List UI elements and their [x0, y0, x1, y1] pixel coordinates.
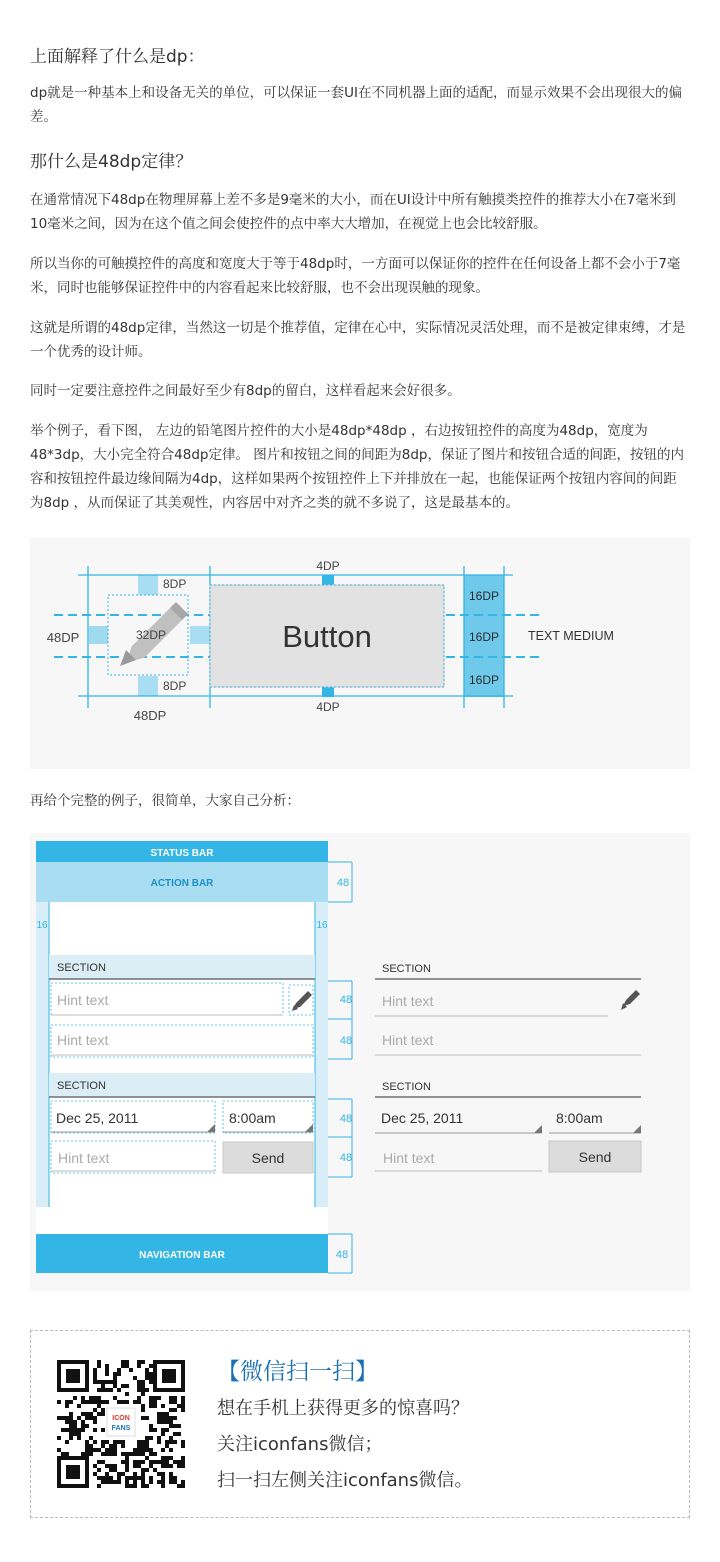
- right-pencil-icon[interactable]: [621, 990, 640, 1010]
- action-bar-label: ACTION BAR: [150, 878, 214, 889]
- paragraph-8dp-spacing: 同时一定要注意控件之间最好至少有8dp的留白，这样看起来会好很多。: [30, 383, 461, 399]
- paragraph-full-example: 再给个完整的例子，很简单，大家自己分析：: [30, 793, 300, 809]
- diagram-layout-example: [30, 833, 690, 1291]
- right-hint-3[interactable]: Hint text: [383, 1150, 435, 1166]
- left-hint-2[interactable]: Hint text: [57, 1032, 109, 1048]
- svg-text:ICON: ICON: [112, 1415, 130, 1422]
- right-send-label: Send: [578, 1149, 612, 1165]
- paragraph-48dp-benefit: 所以当你的可触摸控件的高度和宽度大于等于48dp时，一方面可以保证你的控件在任何设备上都不会小于7毫米，同时也能够保证控件中的内容看起来比较舒服，也不会出现误触的现象。: [30, 256, 681, 296]
- paragraph-example: 举个例子，看下图， 左边的铅笔图片控件的大小是48dp*48dp ，右边按钮控件的高度为48dp，宽度为48*3dp，大小完全符合48dp定律。 图片和按钮之间的间距为8dp，保证了图片和按钮合适的间距，按钮的内容和按钮控件最边缘间隔为4dp，这样如果两个按钮控件上下并排放在一起，也能保证两个按钮内容间的间距为8dp ，从而保证了其美观性，内容居中对齐之类的就不多说了，这是最基本的。: [30, 423, 684, 511]
- navigation-bar-label: NAVIGATION BAR: [139, 1250, 225, 1261]
- left-section-1: SECTION: [57, 962, 106, 974]
- left-hint-3[interactable]: Hint text: [58, 1150, 110, 1166]
- right-hint-1[interactable]: Hint text: [382, 993, 434, 1009]
- label-16dp-1: 16DP: [468, 589, 500, 603]
- label-16dp-2: 16DP: [468, 630, 500, 644]
- dim-48-nav: 48: [335, 1249, 349, 1261]
- left-section-2: SECTION: [57, 1080, 106, 1092]
- label-bottom-4dp: 4DP: [316, 700, 340, 714]
- button-demo-label: Button: [282, 619, 372, 654]
- wechat-line-1: 想在手机上获得更多的惊喜吗？: [217, 1398, 469, 1419]
- dim-48-row1: 48: [339, 994, 353, 1006]
- wechat-title: 【微信扫一扫】: [217, 1359, 378, 1385]
- margin-right-16: 16: [316, 920, 328, 931]
- right-hint-2[interactable]: Hint text: [382, 1032, 434, 1048]
- left-send-label: Send: [251, 1150, 285, 1166]
- left-time[interactable]: 8:00am: [229, 1110, 276, 1126]
- left-hint-1[interactable]: Hint text: [57, 992, 109, 1008]
- wechat-line-2: 关注iconfans微信；: [217, 1434, 383, 1455]
- label-top-4dp: 4DP: [316, 559, 340, 573]
- left-date[interactable]: Dec 25, 2011: [56, 1110, 139, 1126]
- heading-what-is-dp: 上面解释了什么是dp：: [30, 47, 205, 67]
- label-16dp-3: 16DP: [468, 673, 500, 687]
- label-32dp: 32DP: [135, 628, 167, 642]
- dim-48-row2: 48: [339, 1035, 353, 1047]
- label-left-48dp: 48DP: [46, 630, 80, 645]
- paragraph-dp-definition: dp就是一种基本上和设备无关的单位，可以保证一套UI在不同机器上面的适配，而显示效果不会出现很大的偏差。: [30, 85, 682, 125]
- right-time[interactable]: 8:00am: [556, 1110, 603, 1126]
- wechat-qr-code: [57, 1360, 185, 1488]
- right-section-2: SECTION: [382, 1081, 431, 1093]
- dim-48-row3: 48: [339, 1113, 353, 1125]
- diagram-48dp-button: [30, 538, 690, 769]
- label-bottom-8dp: 8DP: [163, 679, 187, 693]
- paragraph-48dp-physical: 在通常情况下48dp在物理屏幕上差不多是9毫米的大小，而在UI设计中所有触摸类控件的推荐大小在7毫米到10毫米之间，因为在这个值之间会使控件的点中率大大增加，在视觉上也会比较舒服。: [30, 192, 676, 232]
- right-section-1: SECTION: [382, 963, 431, 975]
- label-bottom-48dp: 48DP: [133, 708, 167, 723]
- label-text-medium: TEXT MEDIUM: [528, 629, 614, 643]
- paragraph-48dp-recommend: 这就是所谓的48dp定律，当然这一切是个推荐值，定律在心中，实际情况灵活处理，而不是被定律束缚，才是一个优秀的设计师。: [30, 320, 686, 360]
- label-top-8dp: 8DP: [163, 577, 187, 591]
- wechat-line-3: 扫一扫左侧关注iconfans微信。: [217, 1470, 473, 1491]
- dim-48-action: 48: [336, 877, 350, 889]
- wechat-promo-box: [30, 1330, 690, 1518]
- margin-left-16: 16: [36, 920, 48, 931]
- heading-48dp-rule: 那什么是48dp定律？: [30, 152, 193, 172]
- status-bar-label: STATUS BAR: [150, 848, 214, 859]
- svg-text:FANS: FANS: [111, 1425, 131, 1432]
- dim-48-row4: 48: [339, 1152, 353, 1164]
- right-date[interactable]: Dec 25, 2011: [381, 1110, 464, 1126]
